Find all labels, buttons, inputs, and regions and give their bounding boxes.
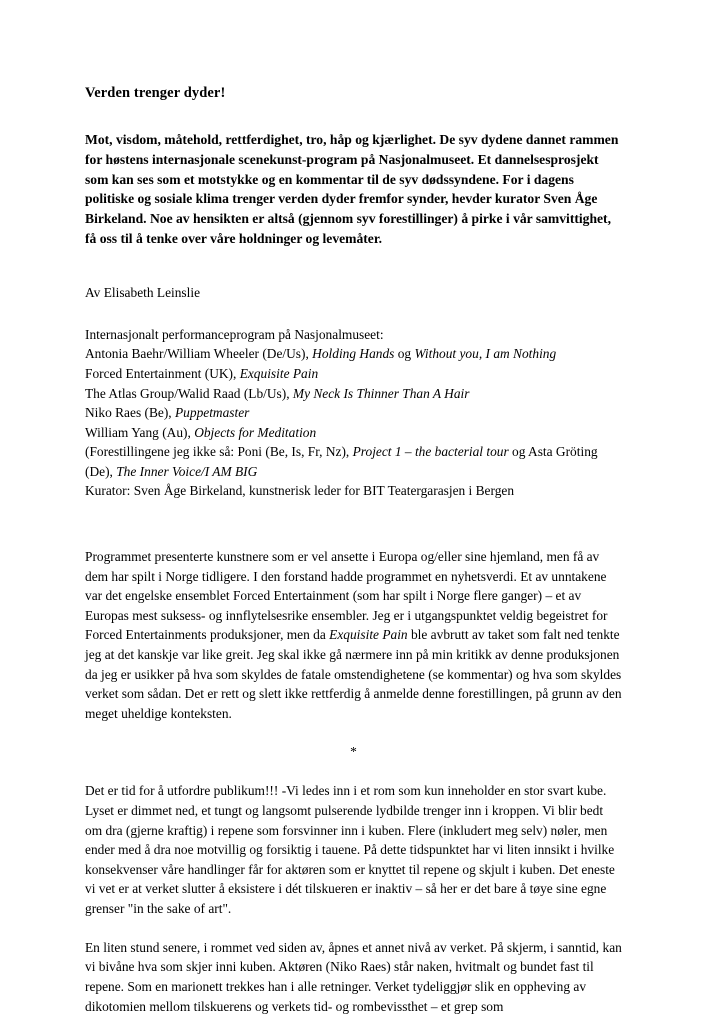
- credits-plain: Kurator: Sven Åge Birkeland, kunstnerisk leder for BIT Teatergarasjen i Bergen: [85, 483, 515, 499]
- credits-plain: The Atlas Group/Walid Raad (Lb/Us),: [85, 385, 293, 401]
- credits-title: Holding Hands: [312, 346, 395, 362]
- credits-plain: Niko Raes (Be),: [85, 405, 175, 421]
- credits-line: [85, 384, 622, 404]
- credits-line: [85, 344, 622, 364]
- credits-line: [85, 442, 622, 481]
- credits-plain: William Yang (Au),: [85, 424, 195, 440]
- credits-plain-2: og: [394, 346, 415, 362]
- credits-title: Puppetmaster: [175, 405, 250, 421]
- credits-plain: Antonia Baehr/William Wheeler (De/Us),: [85, 346, 313, 362]
- credits-title-2: Without you, I am Nothing: [414, 346, 557, 362]
- credits-title: Objects for Meditation: [194, 424, 317, 440]
- lede-paragraph: Mot, visdom, måtehold, rettferdighet, tro, håp og kjærlighet. De syv dydene dannet rammen for høstens internasjonale scenekunst-program på Nasjonalmuseet. Et dannelsesprosjekt som kan ses som et motstykke og en kommentar til de syv dødssyndene. For i dagens politiske og sosiale klima trenger verden dyder fremfor synder, hevder kurator Sven Åge Birkeland. Noe av hensikten er altså (gjennom syv forestillinger) å pirke i vår samvittighet, få oss til å tenke over våre holdninger og levemåter.: [85, 131, 619, 247]
- credits-plain: (Forestillingene jeg ikke så: Poni (Be, Is, Fr, Nz),: [85, 444, 353, 460]
- section-divider: *: [350, 743, 357, 759]
- credits-title: Exquisite Pain: [239, 365, 319, 381]
- credits-line: [85, 423, 622, 443]
- body-paragraph-2: Det er tid for å utfordre publikum!!! -Vi ledes inn i et rom som kun inneholder en stor svart kube. Lyset er dimmet ned, et tungt og langsomt pulserende lydbilde trenger inn i kroppen. Vi blir bedt om dra (gjerne kraftig) i repene som forsvinner inn i kuben. Flere (inkludert meg selv) nøler, men ender med å dra noe motvillig og forsiktig i tauene. På dette tidspunktet har vi liten innsikt i hvilke konsekvenser våre handlinger får for aktøren som er knyttet til repene og skjult i kuben. Det eneste vi vet er at verket slutter å eksistere i dét tilskueren er inaktiv – så her er det bare å tøye sine egne grenser "in the sake of art".: [85, 783, 615, 917]
- paragraph-text-b: ble avbrutt av taket som falt ned tenkte jeg at det kanskje var like greit. Jeg skal ikke gå nærmere inn på min kritikk av denne produksjonen da jeg er usikker på hva som skyldes de fatale omstendighetene (se kommentar) og hva som skyldes verket som sådan. Det er rett og slett ikke rettferdig å anmelde denne forestillingen, på grunn av den meget uheldige konteksten.: [85, 627, 622, 721]
- credits-line: [85, 403, 622, 423]
- credits-title: My Neck Is Thinner Than A Hair: [292, 385, 470, 401]
- work-title-exquisite-pain: Exquisite Pain: [329, 627, 408, 643]
- credits-title: Project 1 – the bacterial tour: [352, 444, 509, 460]
- credits-block: [85, 325, 622, 501]
- page-title: Verden trenger dyder!: [85, 85, 226, 101]
- credits-heading: Internasjonalt performanceprogram på Nasjonalmuseet:: [85, 326, 384, 342]
- credits-line: [85, 364, 622, 384]
- paragraph-text-a: Programmet presenterte kunstnere som er vel ansette i Europa og/eller sine hjemland, men få av dem har spilt i Norge tidligere. I den forstand hadde programmet en nyhetsverdi. Et av unntakene var det engelske ensemblet Forced Entertainment (som har spilt i Norge flere ganger) – et av Europas mest suksess- og innflytelsesrike ensembler. Jeg er i utgangspunktet veldig begeistret for Forced Entertainments produksjoner, men da: [85, 548, 608, 643]
- credits-title-2: The Inner Voice/I AM BIG: [116, 463, 258, 479]
- body-paragraph-1: [85, 547, 622, 724]
- body-paragraph-3: En liten stund senere, i rommet ved siden av, åpnes et annet nivå av verket. På skjerm, i sanntid, kan vi bivåne hva som skjer inni kuben. Aktøren (Niko Raes) står naken, hvitmalt og bundet fast til repene. Som en marionett trekkes han i alle retninger. Verket tydeliggjør slik en oppheving av dikotomien mellom tilskuerens og verkets tid- og rombevissthet – et grep som: [85, 939, 622, 1014]
- credits-plain: Forced Entertainment (UK),: [85, 365, 240, 381]
- credits-line: [85, 481, 622, 501]
- credits-plain-2: og Asta Gröting (De),: [85, 444, 598, 479]
- byline: Av Elisabeth Leinslie: [85, 285, 201, 301]
